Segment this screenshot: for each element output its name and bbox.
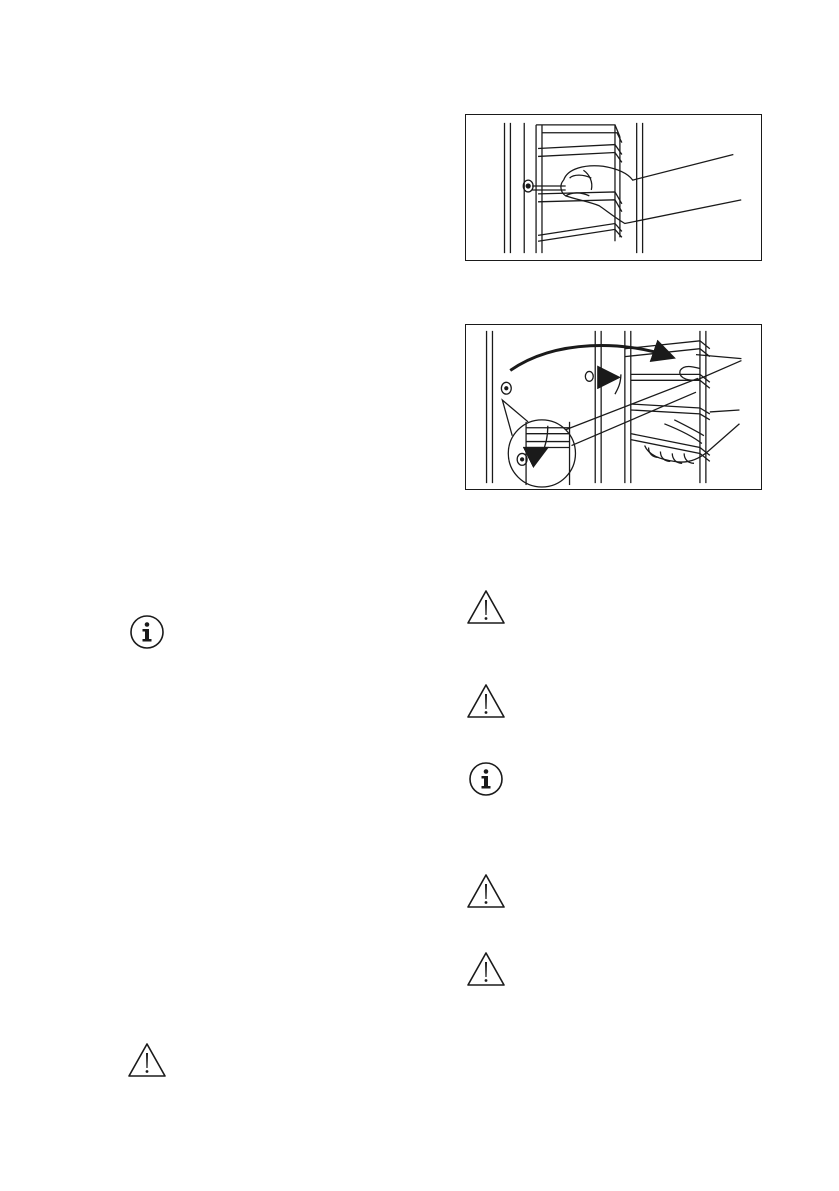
shelf-support-removal-figure [465, 114, 762, 261]
warning-icon [466, 951, 506, 987]
warning-icon [466, 873, 506, 909]
info-icon [129, 614, 165, 650]
oven-shelf-removal-illustration [466, 115, 761, 260]
warning-icon [466, 589, 506, 625]
info-icon [468, 761, 504, 797]
shelf-support-install-figure [465, 324, 762, 490]
oven-shelf-install-illustration [466, 325, 761, 489]
warning-icon [466, 683, 506, 719]
warning-icon [127, 1042, 167, 1078]
